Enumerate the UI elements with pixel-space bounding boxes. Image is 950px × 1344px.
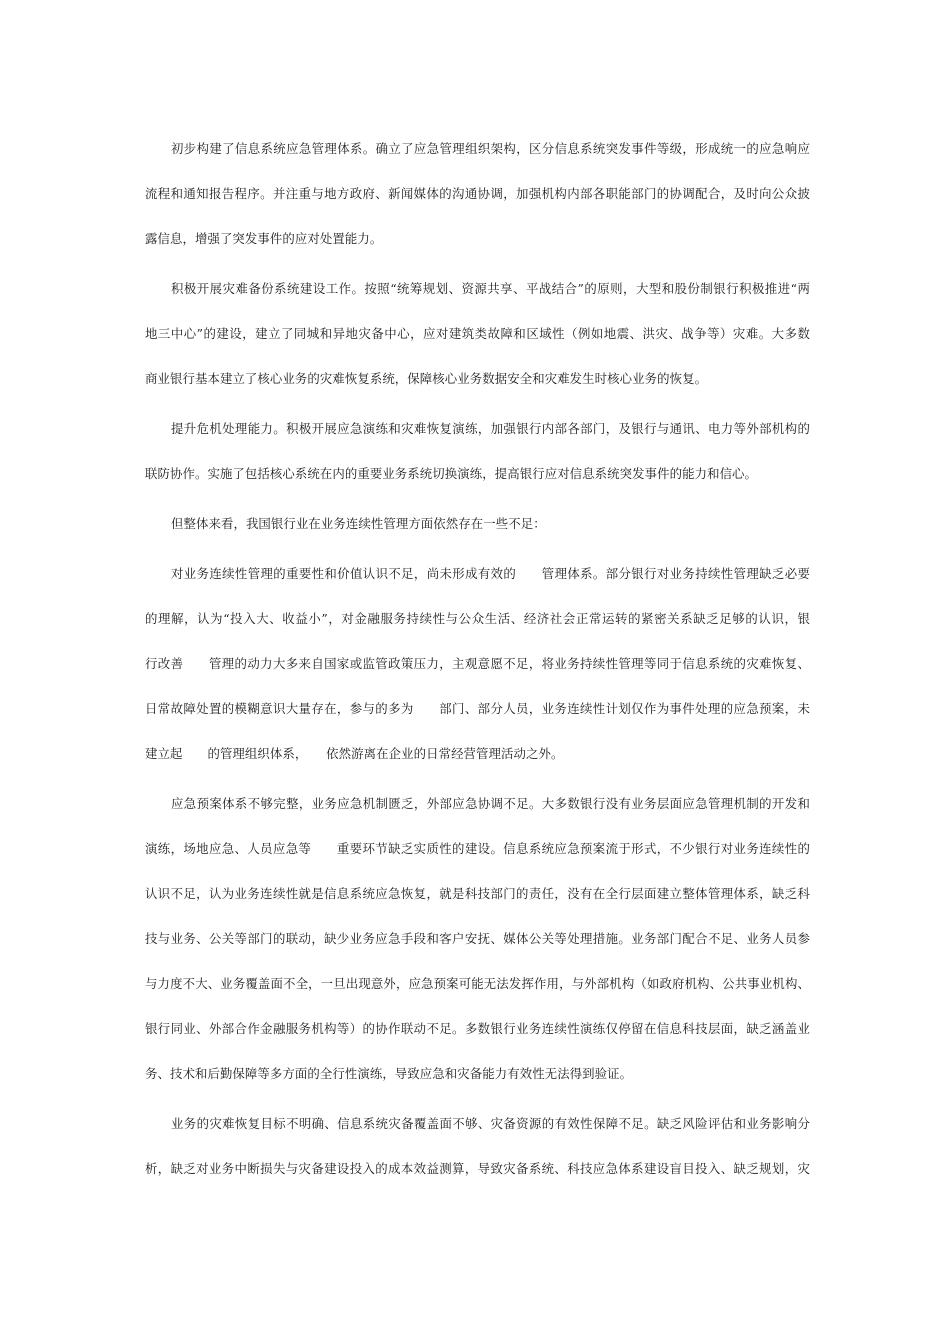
paragraph-emergency-management xyxy=(145,126,810,261)
text-line: 行改善 管理的动力大多来自国家或监管政策压力，主观意愿不足，将业务持续性管理等同于信息系统的灾难恢复、 xyxy=(145,656,810,671)
text-line: 应急预案体系不够完整，业务应急机制匮乏，外部应急协调不足。大多数银行没有业务层面应急管理机制的开发和 xyxy=(171,796,810,811)
paragraph-recovery-goals xyxy=(145,1101,810,1191)
paragraph-shortcomings-intro xyxy=(145,501,810,546)
paragraph-emergency-plan xyxy=(145,781,810,1096)
text-line: 商业银行基本建立了核心业务的灾难恢复系统，保障核心业务数据安全和灾难发生时核心业务的恢复。 xyxy=(145,371,708,386)
text-line: 流程和通知报告程序。并注重与地方政府、新闻媒体的沟通协调，加强机构内部各职能部门的协调配合，及时向公众披 xyxy=(145,186,810,201)
text-line: 认识不足，认为业务连续性就是信息系统应急恢复，就是科技部门的责任，没有在全行层面建立整体管理体系，缺乏科 xyxy=(145,886,810,901)
text-line: 银行同业、外部合作金融服务机构等）的协作联动不足。多数银行业务连续性演练仅停留在信息科技层面，缺乏涵盖业 xyxy=(145,1021,810,1036)
paragraph-awareness xyxy=(145,551,810,776)
text-line: 露信息，增强了突发事件的应对处置能力。 xyxy=(145,231,383,246)
text-line: 演练，场地应急、人员应急等 重要环节缺乏实质性的建设。信息系统应急预案流于形式，不少银行对业务连续性的 xyxy=(145,841,810,856)
text-line: 但整体来看，我国银行业在业务连续性管理方面依然存在一些不足： xyxy=(171,516,546,531)
text-line: 建立起 的管理组织体系， 依然游离在企业的日常经营管理活动之外。 xyxy=(145,746,564,761)
text-line: 的理解，认为“投入大、收益小”，对金融服务持续性与公众生活、经济社会正常运转的紧密关系缺乏足够的认识，银 xyxy=(145,611,810,626)
text-line: 与力度不大、业务覆盖面不全，一旦出现意外，应急预案可能无法发挥作用，与外部机构（如政府机构、公共事业机构、 xyxy=(145,976,810,991)
text-line: 技与业务、公关等部门的联动，缺少业务应急手段和客户安抚、媒体公关等处理措施。业务部门配合不足、业务人员参 xyxy=(145,931,810,946)
text-line: 联防协作。实施了包括核心系统在内的重要业务系统切换演练，提高银行应对信息系统突发事件的能力和信心。 xyxy=(145,466,758,481)
document-body xyxy=(145,126,810,1196)
paragraph-disaster-backup xyxy=(145,266,810,401)
paragraph-crisis-handling xyxy=(145,406,810,496)
text-line: 积极开展灾难备份系统建设工作。按照“统筹规划、资源共享、平战结合”的原则，大型和股份制银行积极推进“两 xyxy=(171,281,810,296)
text-line: 初步构建了信息系统应急管理体系。确立了应急管理组织架构，区分信息系统突发事件等级，形成统一的应急响应 xyxy=(171,141,810,156)
text-line: 析，缺乏对业务中断损失与灾备建设投入的成本效益测算，导致灾备系统、科技应急体系建设盲目投入、缺乏规划，灾 xyxy=(145,1161,810,1176)
text-line: 提升危机处理能力。积极开展应急演练和灾难恢复演练，加强银行内部各部门，及银行与通讯、电力等外部机构的 xyxy=(171,421,810,436)
text-line: 地三中心”的建设，建立了同城和异地灾备中心，应对建筑类故障和区域性（例如地震、洪灾、战争等）灾难。大多数 xyxy=(145,326,810,341)
text-line: 业务的灾难恢复目标不明确、信息系统灾备覆盖面不够、灾备资源的有效性保障不足。缺乏风险评估和业务影响分 xyxy=(171,1116,810,1131)
text-line: 日常故障处置的模糊意识大量存在，参与的多为 部门、部分人员，业务连续性计划仅作为事件处理的应急预案，未 xyxy=(145,701,810,716)
text-line: 对业务连续性管理的重要性和价值认识不足，尚未形成有效的 管理体系。部分银行对业务持续性管理缺乏必要 xyxy=(171,566,810,581)
text-line: 务、技术和后勤保障等多方面的全行性演练，导致应急和灾备能力有效性无法得到验证。 xyxy=(145,1066,633,1081)
